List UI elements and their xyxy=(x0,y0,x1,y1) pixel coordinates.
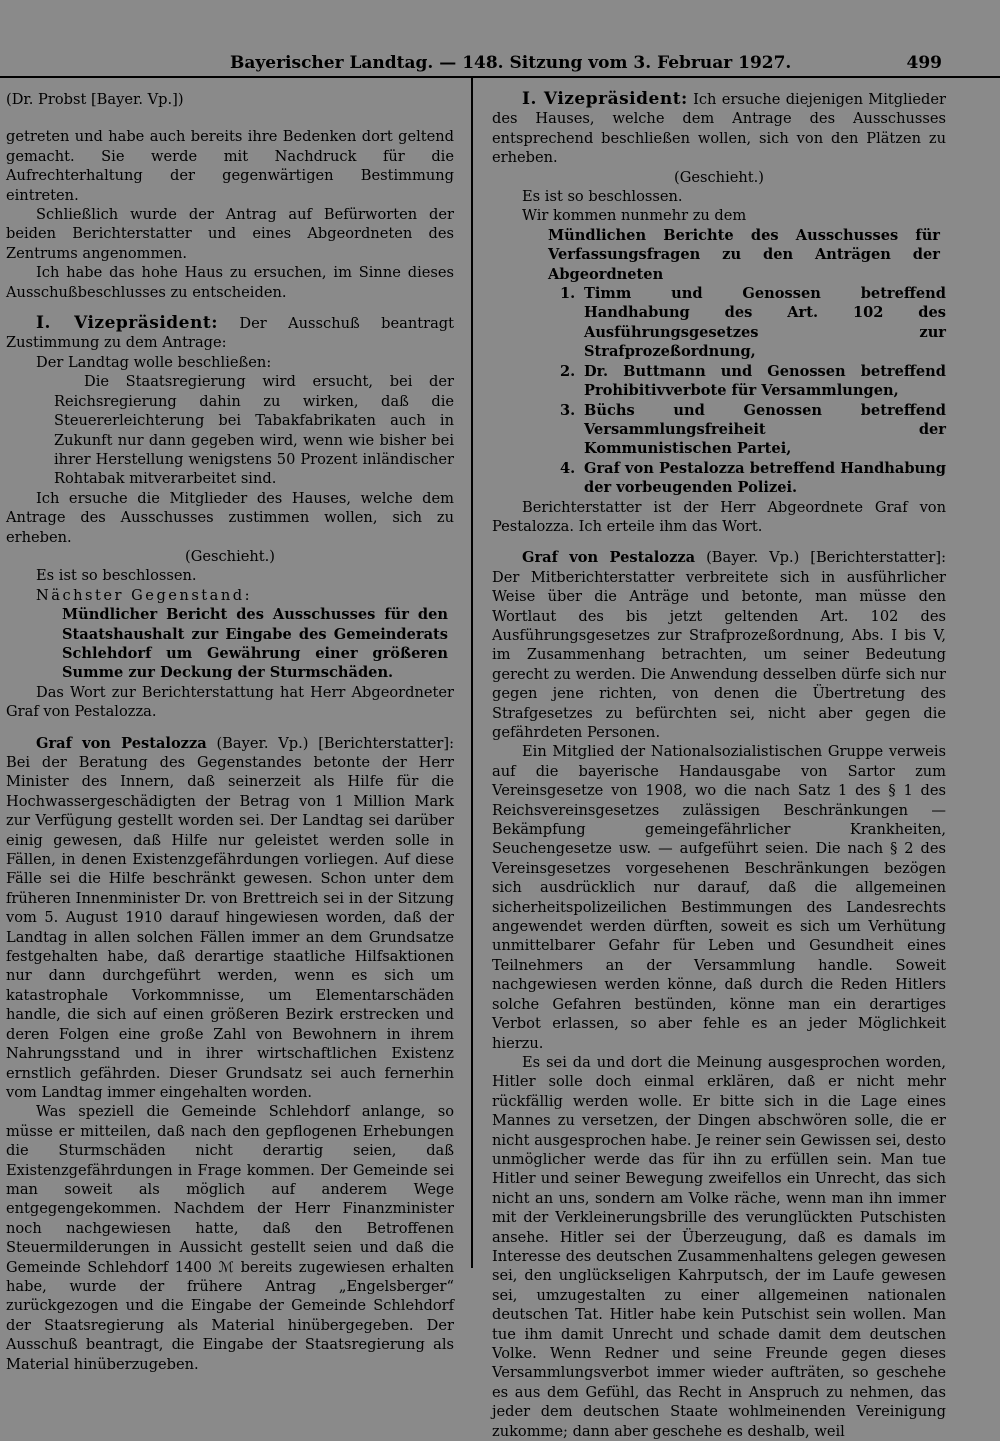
paragraph: Es ist so beschlossen. xyxy=(522,188,683,206)
speaker-text: Ich ersuche diejenigen Mitglieder des Hauses, welche dem Antrage des Ausschusses entsprechend beschließen wollen, sich von den Plätzen zu erheben. xyxy=(492,91,946,167)
paragraph: getreten und habe auch bereits ihre Bedenken dort geltend gemacht. Sie werde mit Nachdruck für die Aufrechterhaltung der gegenwärtigen Bestimmung eintreten. xyxy=(6,128,454,204)
paragraph: Was speziell die Gemeinde Schlehdorf anlange, so müsse er mitteilen, daß nach den gepflogenen Erhebungen die Sturmschäden nicht derartig seien, daß Existenzgefährdungen in Frage kommen. Der Gemeinde sei man soweit als möglich auf anderem Wege entgegengekommen. Nachdem der Herr Finanzminister noch nachgewiesen hatte, daß den Betroffenen Steuermilderungen in Aussicht gestellt seien und daß die Gemeinde Schlehdorf 1400 ℳ bereits zugewiesen erhalten habe, wurde der frühere Antrag „Engelsberger“ zurückgezogen und die Eingabe der Gemeinde Schlehdorf der Staatsregierung als Material hinübergegeben. Der Ausschuß beantragt, die Eingabe der Staatsregierung als Material hinüberzugeben. xyxy=(6,1103,454,1373)
agenda-item-number: 3. xyxy=(560,401,576,419)
speaker-name: Graf von Pestalozza xyxy=(522,549,696,567)
paragraph: Ich ersuche die Mitglieder des Hauses, welche dem Antrage des Ausschusses zustimmen wollen, sich zu erheben. xyxy=(6,489,454,546)
agenda-item xyxy=(492,459,946,498)
speaker-paragraph xyxy=(492,90,946,168)
agenda-item xyxy=(492,401,946,459)
stage-direction: (Geschieht.) xyxy=(674,168,764,186)
speaker-paragraph xyxy=(6,314,454,353)
agenda-item-text: Timm und Genossen betreffend Handhabung des Art. 102 des Ausführungsgesetzes zur Strafprozeßordnung, xyxy=(584,285,946,361)
agenda-topic: Mündlichen Berichte des Ausschusses für Verfassungsfragen zu den Anträgen der Abgeordneten xyxy=(548,226,940,283)
agenda-item xyxy=(492,284,946,362)
paragraph: Berichterstatter ist der Herr Abgeordnete Graf von Pestalozza. Ich erteile ihm das Wort. xyxy=(492,498,946,535)
speaker-paragraph xyxy=(492,548,946,742)
speaker-text: Der Mitberichterstatter verbreitete sich in ausführlicher Weise über die Anträge und betonte, man müsse den Wortlaut des bis jetzt geltenden Art. 102 des Ausführungsgesetzes zur Strafprozeßordnung, Abs. I bis V, im Zusammenhang betrachten, um seiner Bedeutung gerecht zu werden. Die Anwendung desselben dürfe sich nur gegen jene richten, von denen die Übertretung des Strafgesetzes zu befürchten sei, nicht aber gegen die gefährdeten Personen. xyxy=(492,568,946,741)
speaker-name: Graf von Pestalozza xyxy=(36,734,207,752)
speaker-text: Der Ausschuß beantragt Zustimmung zu dem Antrage: xyxy=(6,315,454,352)
paragraph: Wir kommen nunmehr zu dem xyxy=(522,207,747,225)
page-header-title: Bayerischer Landtag. — 148. Sitzung vom 3. Februar 1927. xyxy=(230,53,792,73)
agenda-item xyxy=(492,362,946,401)
agenda-item-number: 1. xyxy=(560,285,576,303)
left-column xyxy=(6,90,454,1374)
agenda-item-text: Büchs und Genossen betreffend Versammlungsfreiheit der Kommunistischen Partei, xyxy=(584,401,946,458)
next-item-label: Nächster Gegenstand: xyxy=(36,586,253,604)
speaker-name: I. Vizepräsident: xyxy=(522,89,688,109)
speaker-name: I. Vizepräsident: xyxy=(36,313,218,334)
resolution-quote: Die Staatsregierung wird ersucht, bei der Reichsregierung dahin zu wirken, daß die Steuererleichterung bei Tabakfabrikaten auch in Zukunft nur dann gegeben wird, wenn wie bisher bei ihrer Herstellung wenigstens 50 Prozent inländischer Rohtabak mitverarbeitet sind. xyxy=(54,373,454,488)
paragraph: Das Wort zur Berichterstattung hat Herr Abgeordneter Graf von Pestalozza. xyxy=(6,683,454,721)
header-rule xyxy=(0,76,1000,78)
agenda-item-text: Graf von Pestalozza betreffend Handhabung der vorbeugenden Polizei. xyxy=(584,459,946,497)
paragraph: Ich habe das hohe Haus zu ersuchen, im Sinne dieses Ausschußbeschlusses zu entscheiden. xyxy=(6,264,454,301)
paragraph: Es sei da und dort die Meinung ausgesprochen worden, Hitler solle doch einmal erklären, daß er nicht mehr rückfällig werden wolle. Er bitte sich in die Lage eines Mannes zu versetzen, der Dingen abschwören solle, die er nicht ausgesprochen habe. Je reiner sein Gewissen sei, desto unmöglicher werde das für ihn zu erfüllen sein. Man tue Hitler und seiner Bewegung zweifellos ein Unrecht, das sich nicht an uns, sondern am Volke räche, wenn man ihn immer mit der Verkleinerungsbrille des verunglückten Putschisten ansehe. Hitler sei der Überzeugung, daß es damals im Interesse des deutschen Zusammenhaltens gelegen gewesen sei, den unglückseligen Kahrputsch, der im Laufe gewesen sei, umzugestalten zu einer allgemeinen nationalen deutschen Tat. Hitler habe kein Putschist sein wollen. Man tue ihm damit Unrecht und schade damit dem deutschen Volke. Wenn Redner und seine Freunde gegen dieses Versammlungsverbot immer wieder aufträten, so geschehe es aus dem Gefühl, das Recht in Anspruch zu nehmen, das jeder dem deutschen Staate wohlmeinenden Vereinigung zukomme; dann aber geschehe es deshalb, weil xyxy=(492,1053,946,1440)
paragraph: Der Landtag wolle beschließen: xyxy=(36,353,272,371)
speaker-party: (Bayer. Vp.) [Berichterstatter]: xyxy=(706,549,947,567)
continuation-speaker: (Dr. Probst [Bayer. Vp.]) xyxy=(6,91,184,108)
running-head xyxy=(0,52,1000,74)
agenda-topic: Mündlicher Bericht des Ausschusses für den Staatshaushalt zur Eingabe des Gemeinderats Schlehdorf um Gewährung einer größeren Summe zur Deckung der Sturmschäden. xyxy=(62,606,448,682)
agenda-item-number: 2. xyxy=(560,362,576,380)
paragraph: Ein Mitglied der Nationalsozialistischen Gruppe verweis auf die bayerische Handausgabe von Sartor zum Vereinsgesetze von 1908, wo die nach Satz 1 des § 1 des Reichsvereinsgesetzes zulässigen Beschränkungen — Bekämpfung gemeingefährlicher Krankheiten, Seuchengesetze usw. — aufgeführt seien. Die nach § 2 des Vereinsgesetzes vorgesehenen Beschränkungen bezögen sich ausdrücklich nur darauf, daß die allgemeinen sicherheitspolizeilichen Bestimmungen des Landesrechts angewendet werden dürften, soweit es sich um Verhütung unmittelbarer Gefahr für Leben und Gesundheit eines Teilnehmers an der Versammlung handle. Soweit nachgewiesen werden könne, daß durch die Reden Hitlers solche Gefahren bestünden, könne man ein derartiges Verbot erlassen, so aber fehle es an jeder Möglichkeit hierzu. xyxy=(492,743,946,1052)
agenda-item-number: 4. xyxy=(560,459,576,477)
page-number: 499 xyxy=(906,53,942,73)
speaker-paragraph xyxy=(6,734,454,1103)
stage-direction: (Geschieht.) xyxy=(185,547,275,565)
speaker-text: Bei der Beratung des Gegenstandes betonte der Herr Minister des Innern, daß seinerzeit als Hilfe für die Hochwassergeschädigten der Betrag von 1 Million Mark zur Verfügung gestellt worden sei. Der Landtag sei darüber einig gewesen, daß Hilfe nur geleistet werden solle in Fällen, in denen Existenzgefährdungen vorliegen. Auf diese Fälle sei die Hilfe beschränkt gewesen. Schon unter dem früheren Innenminister Dr. von Brettreich sei in der Sitzung vom 5. August 1910 darauf hingewiesen worden, daß der Landtag in allen solchen Fällen immer an dem Grundsatze festgehalten habe, daß derartige staatliche Hilfsaktionen nur dann durchgeführt werden, wenn es sich um katastrophale Vorkommnisse, um Elementarschäden handle, die sich auf einen größeren Bezirk erstrecken und deren Folgen eine große Zahl von Bewohnern in ihrem Nahrungsstand und in ihrer wirtschaftlichen Existenz ernstlich gefährden. Dieser Grundsatz sei auch fernerhin vom Landtag immer eingehalten worden. xyxy=(6,754,454,1101)
agenda-item-text: Dr. Buttmann und Genossen betreffend Prohibitivverbote für Versammlungen, xyxy=(584,362,946,400)
paragraph: Schließlich wurde der Antrag auf Befürworten der beiden Berichterstatter und eines Abgeordneten des Zentrums angenommen. xyxy=(6,206,454,262)
paragraph: Es ist so beschlossen. xyxy=(36,567,197,585)
column-divider xyxy=(471,78,473,1268)
right-column xyxy=(492,90,946,1441)
speaker-party: (Bayer. Vp.) [Berichterstatter]: xyxy=(216,734,454,752)
